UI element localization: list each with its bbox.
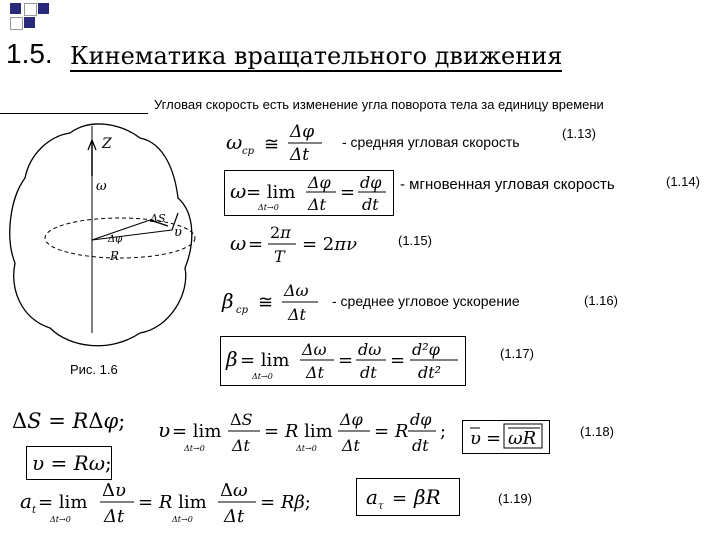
svg-text:= R lim: = R lim: [264, 421, 333, 442]
square-decor: [38, 3, 49, 14]
svg-text:d²φ: d²φ: [412, 340, 440, 359]
svg-text:≅: ≅: [264, 134, 280, 155]
svg-text:Δt: Δt: [290, 145, 310, 164]
svg-text:Δt: Δt: [308, 195, 326, 214]
svg-text:Δφ: Δφ: [290, 122, 315, 142]
svg-text:=: =: [248, 234, 264, 255]
svg-text:dω: dω: [358, 340, 382, 359]
svg-text:2π: 2π: [270, 223, 291, 242]
svg-text:= R: = R: [374, 421, 409, 442]
svg-text:≅: ≅: [258, 292, 274, 313]
square-decor: [24, 17, 35, 28]
eq-1-13-desc: - средняя угловая скорость: [342, 134, 520, 150]
rotation-figure: [0, 118, 200, 368]
svg-text:dφ: dφ: [360, 173, 382, 192]
intro-text: Угловая скорость есть изменение угла поворота тела за единицу времени: [154, 97, 604, 112]
svg-text:Δt: Δt: [306, 363, 324, 382]
svg-text:Δφ: Δφ: [340, 410, 363, 429]
svg-text:Δt: Δt: [224, 506, 245, 527]
svg-text:υ = Rω;: υ = Rω;: [32, 451, 112, 475]
svg-text:= lim: = lim: [240, 350, 290, 371]
svg-text:Δt: Δt: [232, 436, 250, 455]
svg-text:= Rβ;: = Rβ;: [260, 492, 311, 513]
svg-text:dt: dt: [360, 363, 377, 382]
axis-label: Z: [102, 136, 112, 152]
svg-text:Δt→0: Δt→0: [50, 515, 71, 524]
radius-line-b: [92, 230, 172, 240]
svg-text:βR: βR: [414, 485, 441, 509]
svg-text:Δt→0: Δt→0: [252, 372, 273, 381]
svg-text:=: =: [390, 350, 406, 371]
svg-text:dt: dt: [412, 436, 429, 455]
svg-text:= R lim: = R lim: [138, 492, 207, 513]
svg-text:ω: ω: [230, 231, 247, 255]
svg-text:β: β: [226, 347, 238, 371]
square-decor: [10, 3, 21, 14]
svg-text:Δt→0: Δt→0: [172, 515, 193, 524]
body-outline: [10, 124, 192, 346]
svg-text:dφ: dφ: [410, 410, 432, 429]
svg-text:= lim: = lim: [172, 421, 222, 442]
svg-text:t: t: [32, 505, 37, 516]
svg-text:ΔS: ΔS: [230, 410, 253, 429]
svg-text:dt: dt: [362, 195, 379, 214]
svg-text:Δυ: Δυ: [102, 480, 126, 501]
formula-1-14: [226, 170, 394, 214]
omega-label: ω: [96, 179, 107, 194]
formula-1-18-arc: [10, 402, 160, 438]
eq-1-16-number: (1.16): [584, 293, 618, 308]
formula-1-18: [156, 405, 456, 461]
svg-text:= lim: = lim: [38, 492, 88, 513]
formula-1-16: [218, 280, 338, 326]
svg-text:τ: τ: [378, 501, 384, 512]
radius-label: R: [110, 249, 120, 263]
square-decor: [10, 17, 23, 30]
eq-1-13-number: (1.13): [562, 126, 596, 141]
svg-text:ω: ω: [226, 130, 243, 154]
arc-label: ΔS: [150, 212, 166, 225]
eq-1-15-number: (1.15): [398, 233, 432, 248]
svg-text:ωR: ωR: [508, 428, 537, 449]
square-decor: [24, 3, 37, 16]
svg-text:Δω: Δω: [302, 340, 327, 359]
slide-number: 1.5.: [6, 38, 53, 69]
slide-title: Кинематика вращательного движения: [70, 42, 563, 70]
svg-text:ΔS = RΔφ;: ΔS = RΔφ;: [12, 409, 126, 433]
svg-text:Δt→0: Δt→0: [258, 203, 279, 212]
divider: [0, 113, 148, 114]
svg-text:Δφ: Δφ: [308, 173, 331, 192]
svg-text:dt²: dt²: [418, 363, 442, 382]
formula-1-13: [222, 122, 342, 164]
svg-text:a: a: [366, 485, 378, 509]
svg-text:=: =: [338, 350, 354, 371]
angle-label: Δφ: [108, 234, 123, 245]
svg-text:T: T: [274, 247, 285, 266]
svg-text:= lim: = lim: [246, 182, 296, 203]
svg-text:=: =: [340, 182, 356, 203]
formula-vector-product: [464, 420, 550, 452]
svg-text:a: a: [20, 489, 32, 513]
velocity-label: υ: [174, 225, 182, 240]
svg-text:Δt→0: Δt→0: [184, 444, 205, 453]
eq-1-18-number: (1.18): [580, 424, 614, 439]
formula-1-17: [222, 336, 466, 384]
eq-1-16-desc: - среднее угловое ускорение: [332, 293, 520, 309]
eq-1-17-number: (1.17): [500, 346, 534, 361]
svg-text:β: β: [222, 289, 234, 313]
svg-text:Δt: Δt: [288, 305, 306, 324]
formula-1-19: [18, 476, 358, 532]
svg-text:υ: υ: [470, 428, 481, 449]
svg-text:;: ;: [440, 421, 447, 442]
svg-text:Δt: Δt: [342, 436, 360, 455]
eq-1-14-number: (1.14): [666, 174, 700, 189]
svg-text:ср: ср: [242, 146, 255, 157]
svg-text:Δt: Δt: [104, 506, 125, 527]
formula-v-omega-r: [28, 446, 118, 478]
svg-text:υ: υ: [158, 418, 171, 442]
svg-text:ω: ω: [230, 179, 247, 203]
svg-text:= 2πν: = 2πν: [302, 234, 358, 255]
svg-text:Δω: Δω: [284, 281, 309, 300]
formula-1-15: [226, 220, 376, 266]
eq-1-14-desc: - мгновенная угловая скорость: [400, 176, 615, 193]
formula-tangential: [358, 478, 458, 514]
svg-text:ср: ср: [236, 305, 249, 316]
svg-text:Δt→0: Δt→0: [296, 444, 317, 453]
figure-caption: Рис. 1.6: [70, 362, 118, 377]
eq-1-19-number: (1.19): [498, 491, 532, 506]
svg-text:Δω: Δω: [220, 480, 248, 501]
svg-text:=: =: [486, 428, 502, 449]
svg-text:=: =: [392, 488, 408, 509]
